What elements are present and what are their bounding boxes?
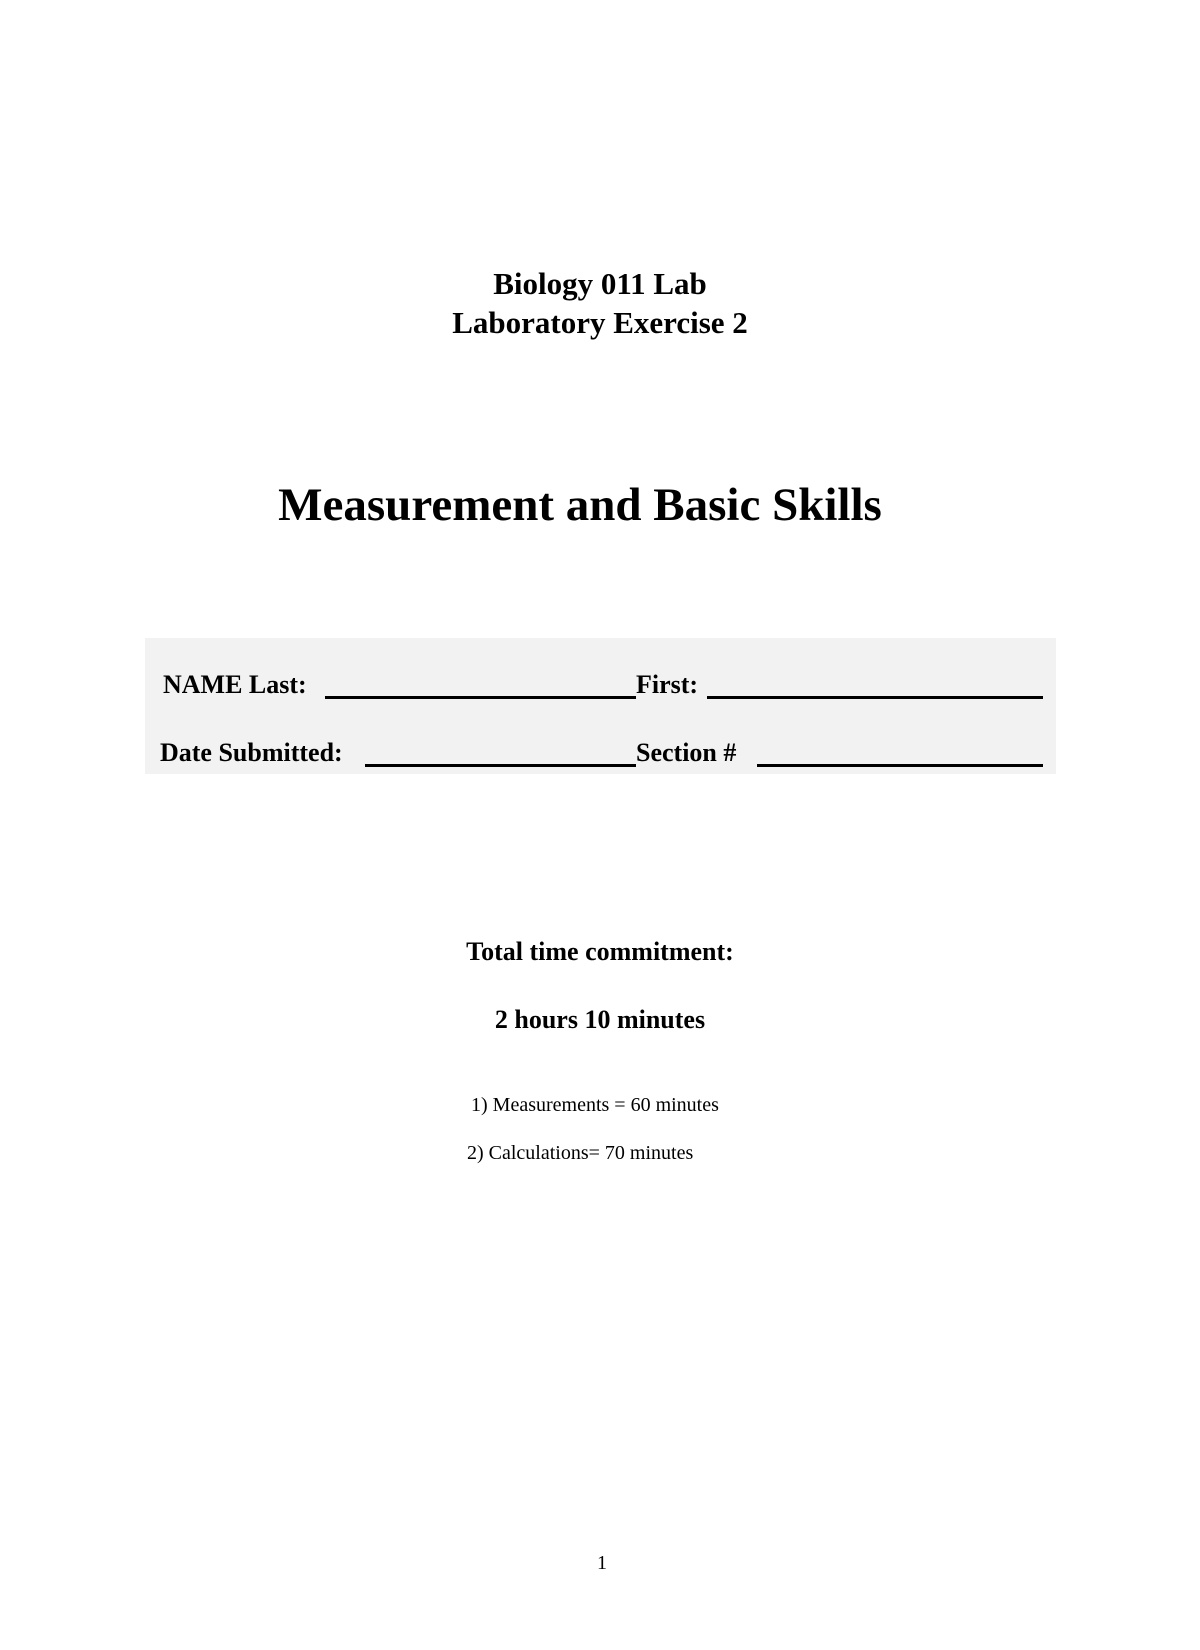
document-title: Measurement and Basic Skills (278, 479, 882, 531)
time-commitment-label: Total time commitment: (466, 937, 734, 966)
time-commitment-total: 2 hours 10 minutes (494, 1005, 706, 1034)
page-number: 1 (597, 1552, 607, 1574)
first-name-label: First: (636, 670, 699, 699)
section-label: Section # (636, 738, 737, 767)
course-title: Biology 011 Lab (493, 266, 707, 301)
date-submitted-label: Date Submitted: (160, 738, 343, 767)
name-last-field[interactable] (325, 696, 636, 699)
section-field[interactable] (757, 764, 1043, 767)
date-submitted-field[interactable] (365, 764, 636, 767)
breakdown-item-measurements: 1) Measurements = 60 minutes (471, 1094, 719, 1116)
first-name-field[interactable] (707, 696, 1043, 699)
exercise-number: Laboratory Exercise 2 (452, 305, 748, 340)
name-last-label: NAME Last: (163, 670, 307, 699)
breakdown-item-calculations: 2) Calculations= 70 minutes (467, 1142, 694, 1164)
student-info-box (145, 638, 1056, 774)
